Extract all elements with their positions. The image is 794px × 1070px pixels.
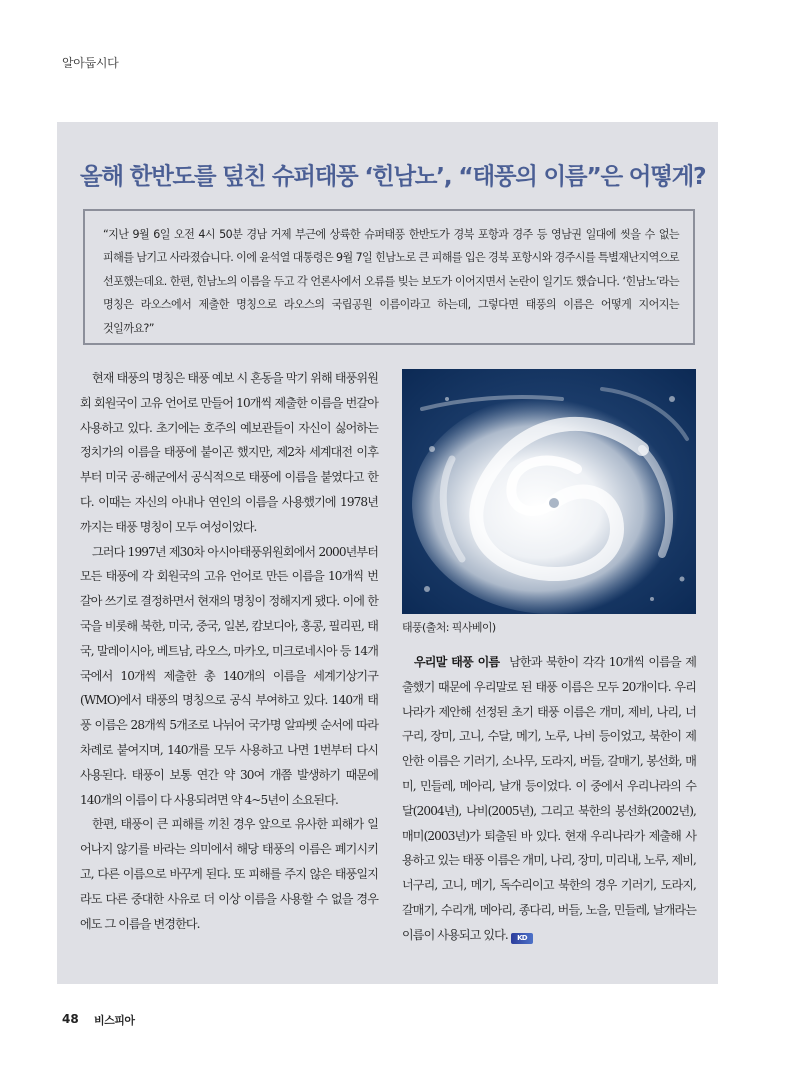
quote-box <box>83 209 695 345</box>
page-number: 48 <box>62 1012 79 1026</box>
paragraph: 현재 태풍의 명칭은 태풍 예보 시 혼동을 막기 위해 태풍위원회 회원국이 고유 언어로 만들어 10개씩 제출한 이름을 번갈아 사용하고 있다. 초기에는 호주의 예보관들이 자신이 싫어하는 정치가의 이름을 태풍에 붙이곤 했지만, 제2차 세계대전 이후부터 미국 공·해군에서 공식적으로 태풍에 이름을 붙였다고 한다. 이때는 자신의 아내나 연인의 이름을 사용했기에 1978년까지는 태풍 명칭이 모두 여성이었다. <box>80 371 378 534</box>
end-mark-icon: KD <box>511 933 533 944</box>
paragraph <box>402 650 696 948</box>
typhoon-satellite-image <box>402 369 696 614</box>
section-label: 알아둡시다 <box>62 56 119 70</box>
paragraph: 한편, 태풍이 큰 피해를 끼친 경우 앞으로 유사한 피해가 일어나지 않기를 바라는 의미에서 해당 태풍의 이름은 폐기시키고, 다른 이름으로 바꾸게 된다. 또 피해를 주지 않은 태풍일지라도 다른 중대한 사유로 더 이상 이름을 사용할 수 없을 경우에도 그 이름을 변경한다. <box>80 817 378 931</box>
right-column <box>402 650 696 948</box>
article-title: 올해 한반도를 덮친 슈퍼태풍 ‘힌남노’, “태풍의 이름”은 어떻게? <box>80 162 706 190</box>
paragraph-text: 남한과 북한이 각각 10개씩 이름을 제출했기 때문에 우리말로 된 태풍 이름은 모두 20개이다. 우리나라가 제안해 선정된 초기 태풍 이름은 개미, 제비, 나리, 너구리, 장미, 고니, 수달, 메기, 노루, 나비 등이었고, 북한이 제안한 이름은 기러기, 소나무, 도라지, 버들, 갈매기, 봉선화, 매미, 민들레, 메아리, 날개 등이었다. 이 중에서 우리나라의 수달(2004년), 나비(2005년), 그리고 북한의 봉선화(2002년), 매미(2003년)가 퇴출된 바 있다. 현재 우리나라가 제출해 사용하고 있는 태풍 이름은 개미, 나리, 장미, 미리내, 노루, 제비, 너구리, 고니, 메기, 독수리이고 북한의 경우 기러기, 도라지, 갈매기, 수리개, 메아리, 종다리, 버들, 노을, 민들레, 날개라는 이름이 사용되고 있다. <box>402 655 696 942</box>
paragraph: 그러다 1997년 제30차 아시아태풍위원회에서 2000년부터 모든 태풍에 각 회원국의 고유 언어로 만든 이름을 10개씩 번갈아 쓰기로 결정하면서 현재의 명칭이 정해지게 됐다. 이에 한국을 비롯해 북한, 미국, 중국, 일본, 캄보디아, 홍콩, 필리핀, 태국, 말레이시아, 베트남, 라오스, 마카오, 미크로네시아 등 14개국에서 10개씩 제출한 총 140개의 이름을 세계기상기구(WMO)에서 태풍의 명칭으로 공식 부여하고 있다. 140개 태풍 이름은 28개씩 5개조로 나뉘어 국가명 알파벳 순서에 따라 차례로 붙여지며, 140개를 모두 사용하고 나면 1번부터 다시 사용된다. 태풍이 보통 연간 약 30여 개쯤 발생하기 때문에 140개의 이름이 다 사용되려면 약 4~5년이 소요된다. <box>80 544 378 807</box>
magazine-name: 비스피아 <box>94 1014 135 1027</box>
section-heading: 우리말 태풍 이름 <box>414 655 500 669</box>
quote-text: “지난 9월 6일 오전 4시 50분 경남 거제 부근에 상륙한 슈퍼태풍 한반도가 경북 포항과 경주 등 영남권 일대에 씻을 수 없는 피해를 남기고 사라졌습니다. 이에 윤석열 대통령은 9월 7일 힌남노로 큰 피해를 입은 경북 포항시와 경주시를 특별재난지역으로 선포했는데요. 한편, 힌남노의 이름을 두고 각 언론사에서 오류를 빚는 보도가 이어지면서 논란이 일기도 했습니다. ‘힌남노’라는 명칭은 라오스에서 제출한 명칭으로 라오스의 국립공원 이름이라고 하는데, 그렇다면 태풍의 이름은 어떻게 지어지는 것일까요?” <box>103 228 679 335</box>
typhoon-image-svg <box>402 369 696 614</box>
left-column <box>80 366 378 936</box>
figure-caption: 태풍(출처: 픽사베이) <box>402 621 496 634</box>
